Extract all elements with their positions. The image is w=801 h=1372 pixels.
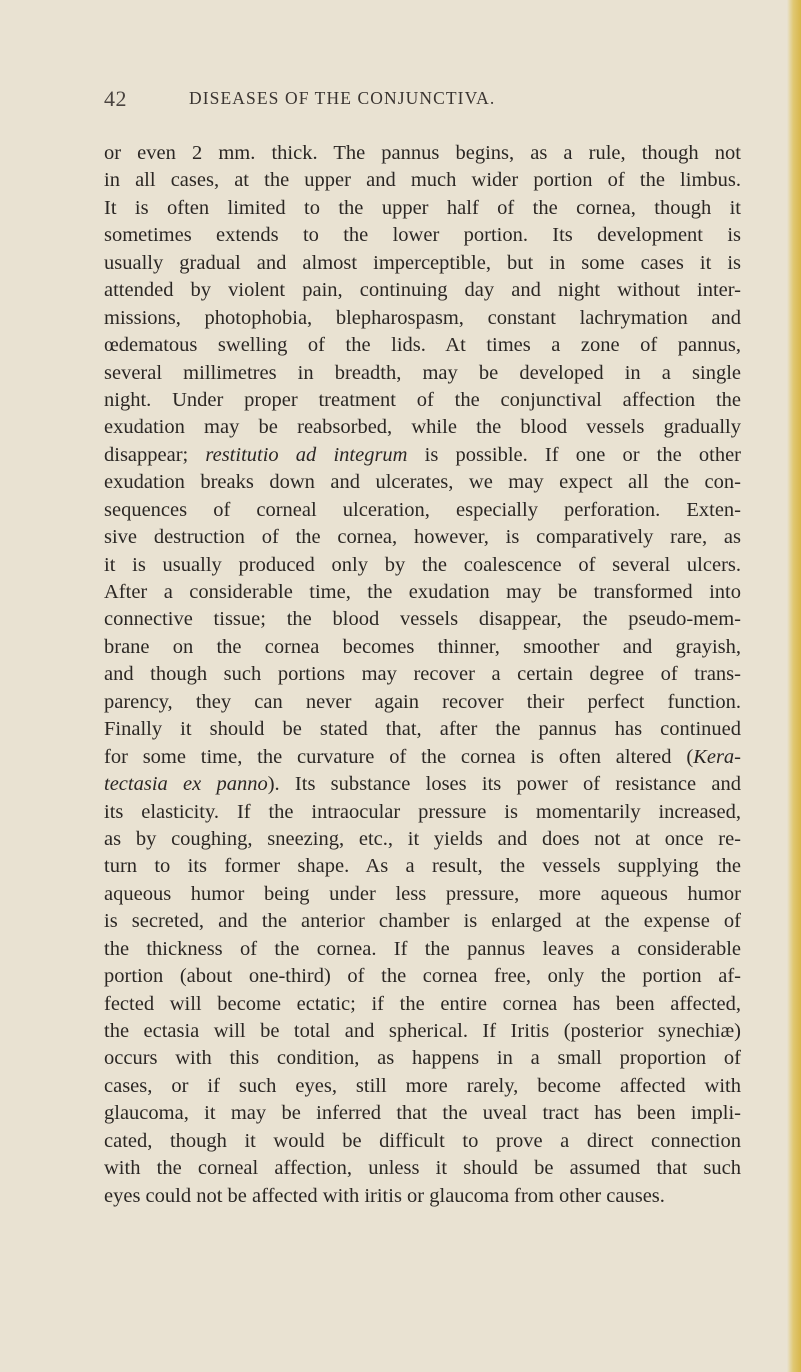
text-line: œdematous swelling of the lids. At times a zone of pannus, xyxy=(104,334,741,357)
text-line: sometimes extends to the lower portion. Its development is xyxy=(104,224,741,247)
text-line: sive destruction of the cornea, however, is comparatively rare, as xyxy=(104,526,741,549)
text-line: several millimetres in breadth, may be developed in a single xyxy=(104,361,741,384)
page-number: 42 xyxy=(104,86,127,111)
running-head: DISEASES OF THE CONJUNCTIVA. xyxy=(189,88,496,108)
text-line: in all cases, at the upper and much wider portion of the limbus. xyxy=(104,169,741,192)
text-line: Finally it should be stated that, after the pannus has continued xyxy=(104,718,741,741)
text-line: turn to its former shape. As a result, the vessels supplying the xyxy=(104,855,741,878)
text-line: exudation may be reabsorbed, while the blood vessels gradually xyxy=(104,416,741,439)
text-line: fected will become ectatic; if the entire cornea has been affected, xyxy=(104,992,741,1015)
text-line: with the corneal affection, unless it should be assumed that such xyxy=(104,1157,741,1180)
text-line: eyes could not be affected with iritis or glaucoma from other causes. xyxy=(104,1184,665,1207)
text-line: as by coughing, sneezing, etc., it yields and does not at once re- xyxy=(104,827,741,850)
text-line: and though such portions may recover a certain degree of trans- xyxy=(104,663,741,686)
text-line: night. Under proper treatment of the conjunctival affection the xyxy=(104,388,741,411)
text-line: portion (about one-third) of the cornea free, only the portion af- xyxy=(104,965,741,988)
text-line: parency, they can never again recover their perfect function. xyxy=(104,690,741,713)
text-line: occurs with this condition, as happens in a small proportion of xyxy=(104,1047,741,1070)
text-line: cases, or if such eyes, still more rarely, become affected with xyxy=(104,1074,741,1097)
text-line: aqueous humor being under less pressure, more aqueous humor xyxy=(104,882,741,905)
text-line: connective tissue; the blood vessels disappear, the pseudo-mem- xyxy=(104,608,741,631)
text-line: its elasticity. If the intraocular pressure is momentarily increased, xyxy=(104,800,741,823)
text-line: the thickness of the cornea. If the pannus leaves a considerable xyxy=(104,937,741,960)
text-line: exudation breaks down and ulcerates, we may expect all the con- xyxy=(104,471,741,494)
text-line: attended by violent pain, continuing day and night without inter- xyxy=(104,279,741,302)
text-line: glaucoma, it may be inferred that the uveal tract has been impli- xyxy=(104,1102,741,1125)
text-line: or even 2 mm. thick. The pannus begins, as a rule, though not xyxy=(104,142,741,164)
text-line: disappear; restitutio ad integrum is possible. If one or the other xyxy=(104,443,741,466)
text-line: the ectasia will be total and spherical. If Iritis (posterior synechiæ) xyxy=(104,1020,741,1042)
text-line: tectasia ex panno). Its substance loses its power of resistance and xyxy=(104,773,741,796)
body-text xyxy=(104,140,741,1210)
text-line: for some time, the curvature of the cornea is often altered (Kera- xyxy=(104,745,741,768)
text-line: sequences of corneal ulceration, especially perforation. Exten- xyxy=(104,498,741,521)
text-line: usually gradual and almost imperceptible, but in some cases it is xyxy=(104,251,741,274)
text-line: is secreted, and the anterior chamber is enlarged at the expense of xyxy=(104,910,741,933)
text-line: It is often limited to the upper half of the cornea, though it xyxy=(104,196,741,219)
text-line: it is usually produced only by the coalescence of several ulcers. xyxy=(104,553,741,576)
page-header xyxy=(104,86,724,116)
page-edge xyxy=(787,0,801,1372)
text-line: brane on the cornea becomes thinner, smoother and grayish, xyxy=(104,635,741,658)
text-line: cated, though it would be difficult to prove a direct connection xyxy=(104,1129,741,1152)
text-line: After a considerable time, the exudation may be transformed into xyxy=(104,581,741,603)
text-line: missions, photophobia, blepharospasm, constant lachrymation and xyxy=(104,306,741,329)
